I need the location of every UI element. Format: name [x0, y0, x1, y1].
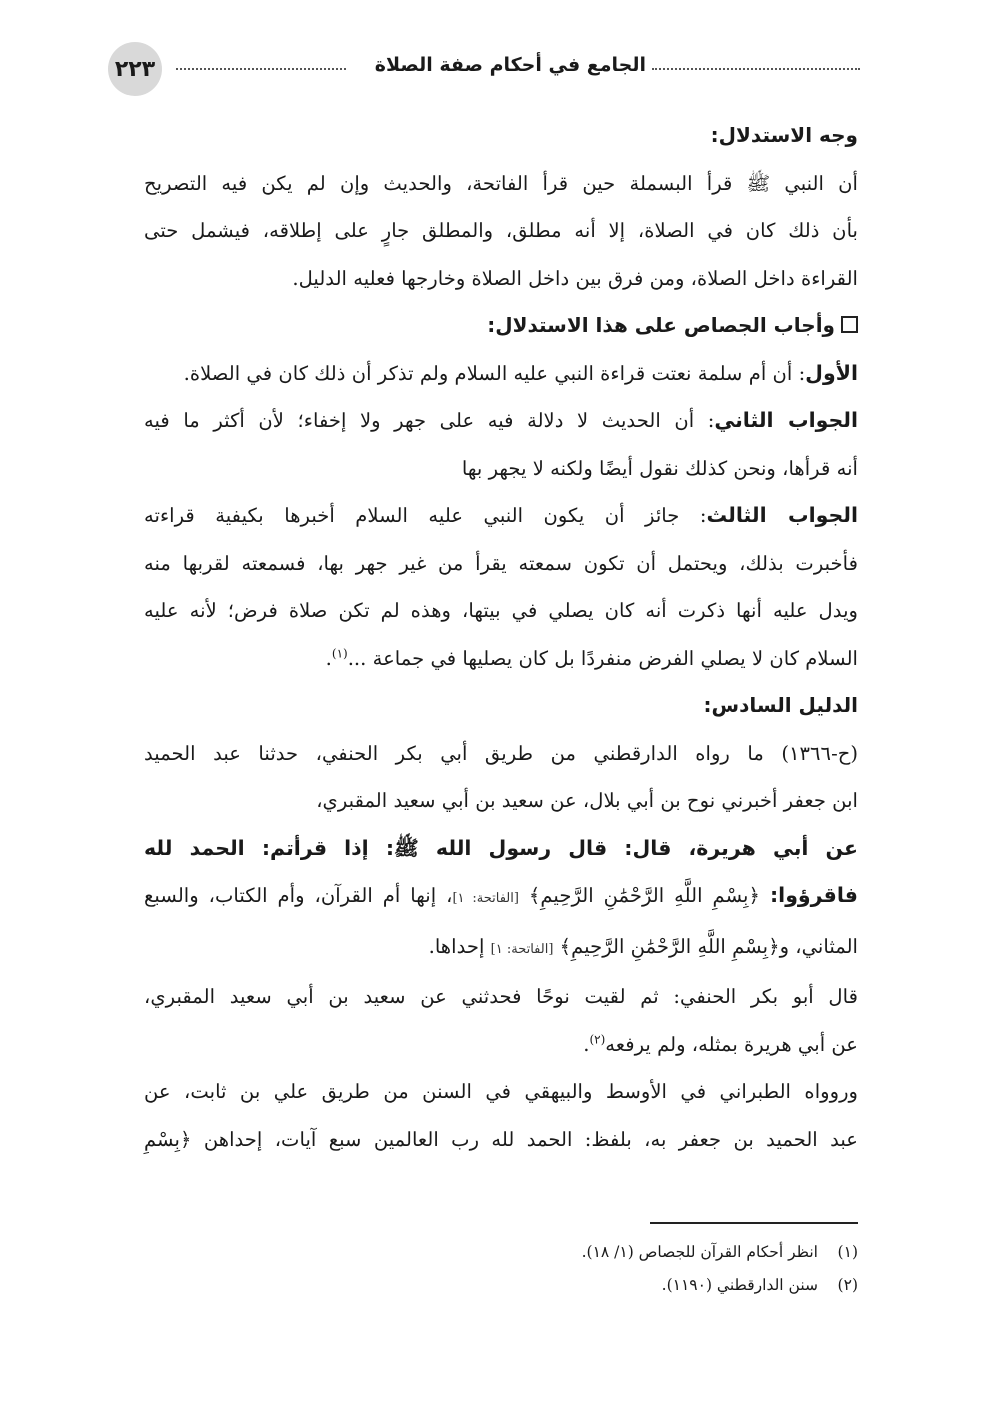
basmala-fragment: ﴿بِسْمِ: [144, 1127, 192, 1151]
text-line: ابن جعفر أخبرني نوح بن أبي بلال، عن سعيد بن أبي سعيد المقبري،: [316, 789, 858, 812]
text-line: أن النبي ﷺ قرأ البسملة حين قرأ الفاتحة، والحديث وإن لم يكن فيه التصريح: [144, 171, 858, 195]
heading-inference: وجه الاستدلال:: [710, 123, 858, 147]
page-header: [108, 42, 860, 98]
checkbox-bullet-icon: [841, 316, 858, 333]
quran-reference: [الفاتحة: ١]: [452, 891, 519, 906]
running-title: الجامع في أحكام صفة الصلاة: [374, 54, 646, 76]
answer-first: الأول: أن أم سلمة نعتت قراءة النبي عليه السلام ولم تذكر أن ذلك كان في الصلاة.: [183, 360, 858, 385]
footnotes: [144, 1236, 858, 1302]
answer-third: الجواب الثالث: جائز أن يكون النبي عليه السلام أخبرها بكيفية قراءته: [144, 503, 858, 527]
hadith-line: فاقرؤوا: ﴿بِسْمِ اللَّهِ الرَّحْمَٰنِ الرَّحِيمِ﴾ [الفاتحة: ١]، إنها أم القرآن، وأم الكتاب، والسبع: [144, 883, 858, 907]
heading-jassas-reply: وأجاب الجصاص على هذا الاستدلال:: [144, 302, 858, 350]
text-line: بأن ذلك كان في الصلاة، إلا أنه مطلق، والمطلق جارٍ على إطلاقه، فيشمل حتى: [144, 219, 858, 242]
text-line: عن أبي هريرة بمثله، ولم يرفعه$^{(٢)}$.: [583, 1031, 858, 1056]
text-line: السلام كان لا يصلي الفرض منفردًا بل كان يصليها في جماعة ...$^{(١)}$.: [325, 645, 858, 670]
quran-reference: [الفاتحة: ١]: [490, 941, 554, 957]
footnote-item: (١)انظر أحكام القرآن للجصاص (١/ ١٨).: [581, 1243, 858, 1261]
text-line: أنه قرأها، ونحن كذلك نقول أيضًا ولكنه لا يجهر بها: [461, 456, 858, 480]
text-line: قال أبو بكر الحنفي: ثم لقيت نوحًا فحدثني عن سعيد بن أبي سعيد المقبري،: [144, 985, 858, 1008]
basmala: ﴿بِسْمِ اللَّهِ الرَّحْمَٰنِ الرَّحِيمِ﴾: [528, 884, 760, 907]
text-line: عبد الحميد بن جعفر به، بلفظ: الحمد لله رب العالمين سبع آيات، إحداهن ﴿بِسْمِ: [144, 1127, 858, 1151]
footnote-ref-2[interactable]: (٢): [589, 1031, 606, 1046]
header-leader-left: [176, 68, 346, 70]
heading-sixth-evidence: الدليل السادس:: [703, 693, 858, 717]
footnote-item: (٢)سنن الدارقطني (١١٩٠).: [661, 1276, 858, 1294]
hadith-line: عن أبي هريرة، قال: قال رسول الله ﷺ: إذا قرأتم: الحمد لله: [144, 835, 858, 860]
header-leader-right: [652, 68, 860, 70]
page-number: ٢٢٣: [108, 42, 162, 96]
text-line: ويدل عليه أنها ذكرت أنه كان يصلي في بيتها، وهذه لم تكن صلاة فرض؛ لأنه عليه: [144, 599, 858, 622]
text-line: فأخبرت بذلك، ويحتمل أن تكون سمعته يقرأ من غير جهر بها، فسمعته لقربها منه: [144, 551, 858, 575]
text-line: وروواه الطبراني في الأوسط والبيهقي في السنن من طريق علي بن ثابت، عن: [144, 1080, 858, 1103]
text-line: القراءة داخل الصلاة، ومن فرق بين داخل الصلاة وخارجها فعليه الدليل.: [292, 266, 858, 290]
footnote-ref-1[interactable]: (١): [331, 645, 348, 660]
text-line: (ح-١٣٦٦) ما رواه الدارقطني من طريق أبي بكر الحنفي، حدثنا عبد الحميد: [144, 741, 858, 765]
answer-second: الجواب الثاني: أن الحديث لا دلالة فيه على جهر ولا إخفاء؛ لأن أكثر ما فيه: [144, 408, 858, 432]
main-text: [144, 112, 858, 1163]
basmala: ﴿بِسْمِ اللَّهِ الرَّحْمَٰنِ الرَّحِيمِ﴾: [559, 934, 780, 958]
footnote-separator: [650, 1222, 858, 1224]
hadith-line: المثاني، و﴿بِسْمِ اللَّهِ الرَّحْمَٰنِ الرَّحِيمِ﴾ [الفاتحة: ١] إحداها.: [428, 934, 858, 958]
